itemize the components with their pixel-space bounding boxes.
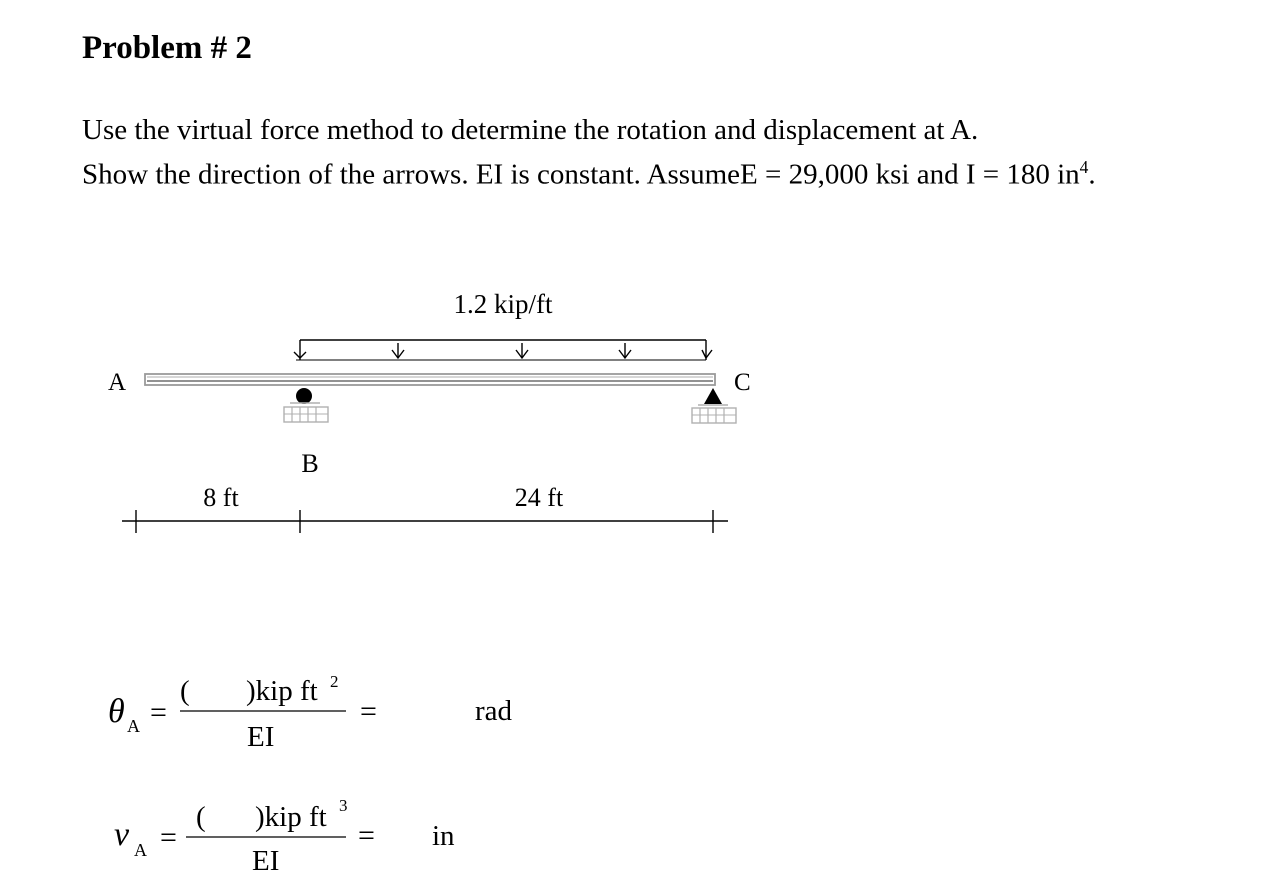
numerator-exponent: 3 xyxy=(339,796,348,815)
rotation-equation xyxy=(108,672,513,753)
dimension-right: 24 ft xyxy=(514,483,564,512)
equals-sign-result: = xyxy=(358,819,375,852)
result-unit: in xyxy=(432,820,455,852)
equals-sign: = xyxy=(150,696,167,729)
problem-title: Problem # 2 xyxy=(82,30,252,66)
load-arrow xyxy=(392,343,404,358)
denominator: EI xyxy=(247,721,275,753)
v-symbol: v xyxy=(114,816,130,853)
v-subscript: A xyxy=(134,840,147,860)
displacement-equation xyxy=(114,796,455,877)
pin-support-c xyxy=(692,388,736,423)
theta-subscript: A xyxy=(127,716,140,736)
dimension-line xyxy=(122,510,728,533)
result-unit: rad xyxy=(475,695,513,727)
equals-sign-result: = xyxy=(360,695,377,728)
theta-symbol: θ xyxy=(108,693,125,730)
load-arrow xyxy=(619,343,631,358)
beam xyxy=(145,374,715,385)
inertia-exponent: 4 xyxy=(1079,157,1089,177)
denominator: EI xyxy=(252,845,280,877)
label-b: B xyxy=(301,449,319,478)
label-a: A xyxy=(108,369,127,396)
statement-prefix: Show the direction of the arrows. EI is constant. Assume xyxy=(82,158,741,191)
numerator-exponent: 2 xyxy=(330,672,339,691)
open-paren: ( xyxy=(180,675,190,707)
numerator-unit: )kip ft xyxy=(255,801,327,833)
load-label: 1.2 kip/ft xyxy=(453,289,553,319)
equals-sign: = xyxy=(160,821,177,854)
problem-statement-line1: Use the virtual force method to determine the rotation and displacement at A. xyxy=(82,114,979,146)
statement-properties: E = 29,000 ksi and I = 180 in xyxy=(740,158,1080,191)
roller-support-b xyxy=(284,388,328,422)
statement-end: . xyxy=(1088,158,1096,191)
label-c: C xyxy=(734,369,751,396)
dimension-left: 8 ft xyxy=(203,483,239,512)
open-paren: ( xyxy=(196,801,206,833)
distributed-load xyxy=(294,340,712,360)
load-arrow xyxy=(516,343,528,358)
numerator-unit: )kip ft xyxy=(246,675,318,707)
